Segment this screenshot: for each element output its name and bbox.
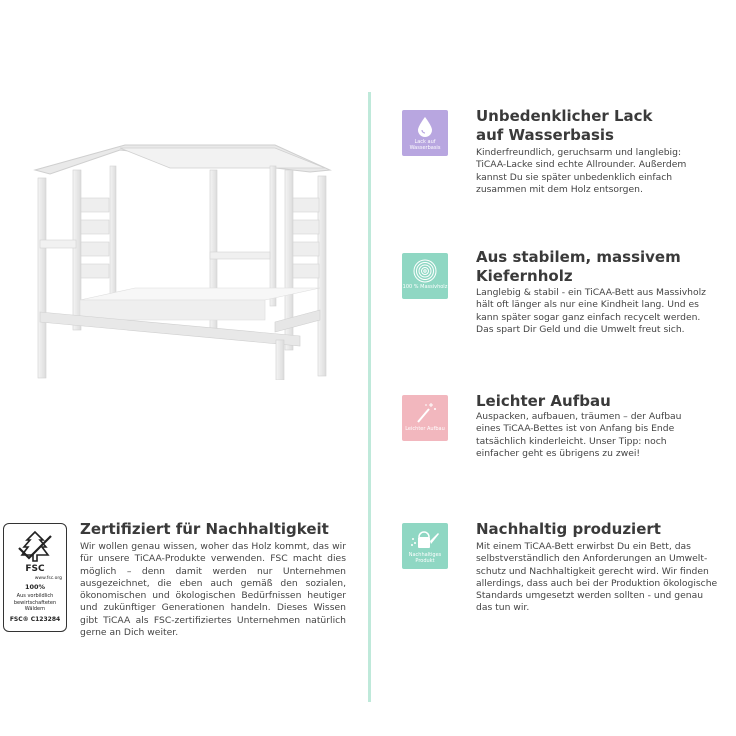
fsc-url: www.fsc.org <box>34 576 62 581</box>
water-drop-icon <box>402 110 448 156</box>
feature-body-nachhaltig: Mit einem TiCAA-Bett erwirbst Du ein Bett, das selbstverständlich den Anforderungen an Umwelt-schutz und Nachhaltigkeit gerecht wird. Wir finden allerdings, dass auch bei der Produktion ökologische Standards umgesetzt werden sollten - und genau das tun wir. <box>476 541 718 614</box>
magic-wand-icon <box>402 395 448 441</box>
feature-body-kiefernholz: Langlebig & stabil - ein TiCAA-Bett aus Massivholz hält oft länger als nur eine Kindheit lang. Und es kann später sogar ganz einfach recycelt werden. Das spart Dir Geld und die Umwelt freut sich. <box>476 287 706 335</box>
certification-title: Zertifiziert für Nachhaltigkeit <box>80 520 329 538</box>
icon-caption: Nachhaltiges Produkt <box>408 552 442 564</box>
fsc-code: FSC® C123284 <box>9 615 61 623</box>
fsc-logo <box>3 523 67 632</box>
icon-caption: Lack auf Wasserbasis <box>409 139 441 151</box>
feature-body-lack: Kinderfreundlich, geruchsarm und langlebig: TiCAA-Lacke sind echte Allrounder. Außerdem kannst Du sie später unbedenklich einfach zusammen mit dem Holz entsorgen. <box>476 147 687 195</box>
fsc-percent: 100% <box>24 583 46 591</box>
certification-body: Wir wollen genau wissen, woher das Holz kommt, das wir für unsere TiCAA-Produkte verwenden. FSC macht dies möglich – denn damit werden nur Unternehmen ausgezeichnet, die eben auch gemäß den sozialen, ökonomischen und ökologischen Bedürfnissen heutiger und zukünftiger Generationen handeln. Dieses Wissen gibt TiCAA als FSC-zertifiziertes Unternehmen natürlich gerne an Dich weiter. <box>80 541 346 639</box>
fsc-tree-check-icon <box>16 530 54 564</box>
icon-caption: 100 % Massivholz <box>402 284 448 290</box>
center-divider <box>368 92 371 702</box>
watering-can-icon <box>402 523 448 569</box>
house-bed-image <box>20 140 350 380</box>
fsc-claim: Aus vorbildlich bewirtschafteten Wäldern <box>13 593 57 612</box>
feature-title-nachhaltig: Nachhaltig produziert <box>476 520 661 538</box>
feature-body-aufbau: Auspacken, aufbauen, träumen – der Aufbau eines TiCAA-Bettes ist von Anfang bis Ende tatsächlich kinderleicht. Unser Tipp: noch einfacher geht es übrigens zu zwei! <box>476 411 682 459</box>
feature-title-aufbau: Leichter Aufbau <box>476 392 611 410</box>
icon-caption: Leichter Aufbau <box>405 426 445 432</box>
fsc-brand: FSC <box>25 564 45 574</box>
feature-title-lack: Unbedenklicher Lack auf Wasserbasis <box>476 107 653 144</box>
feature-title-kiefernholz: Aus stabilem, massivem Kiefernholz <box>476 248 681 285</box>
wood-rings-icon <box>402 253 448 299</box>
